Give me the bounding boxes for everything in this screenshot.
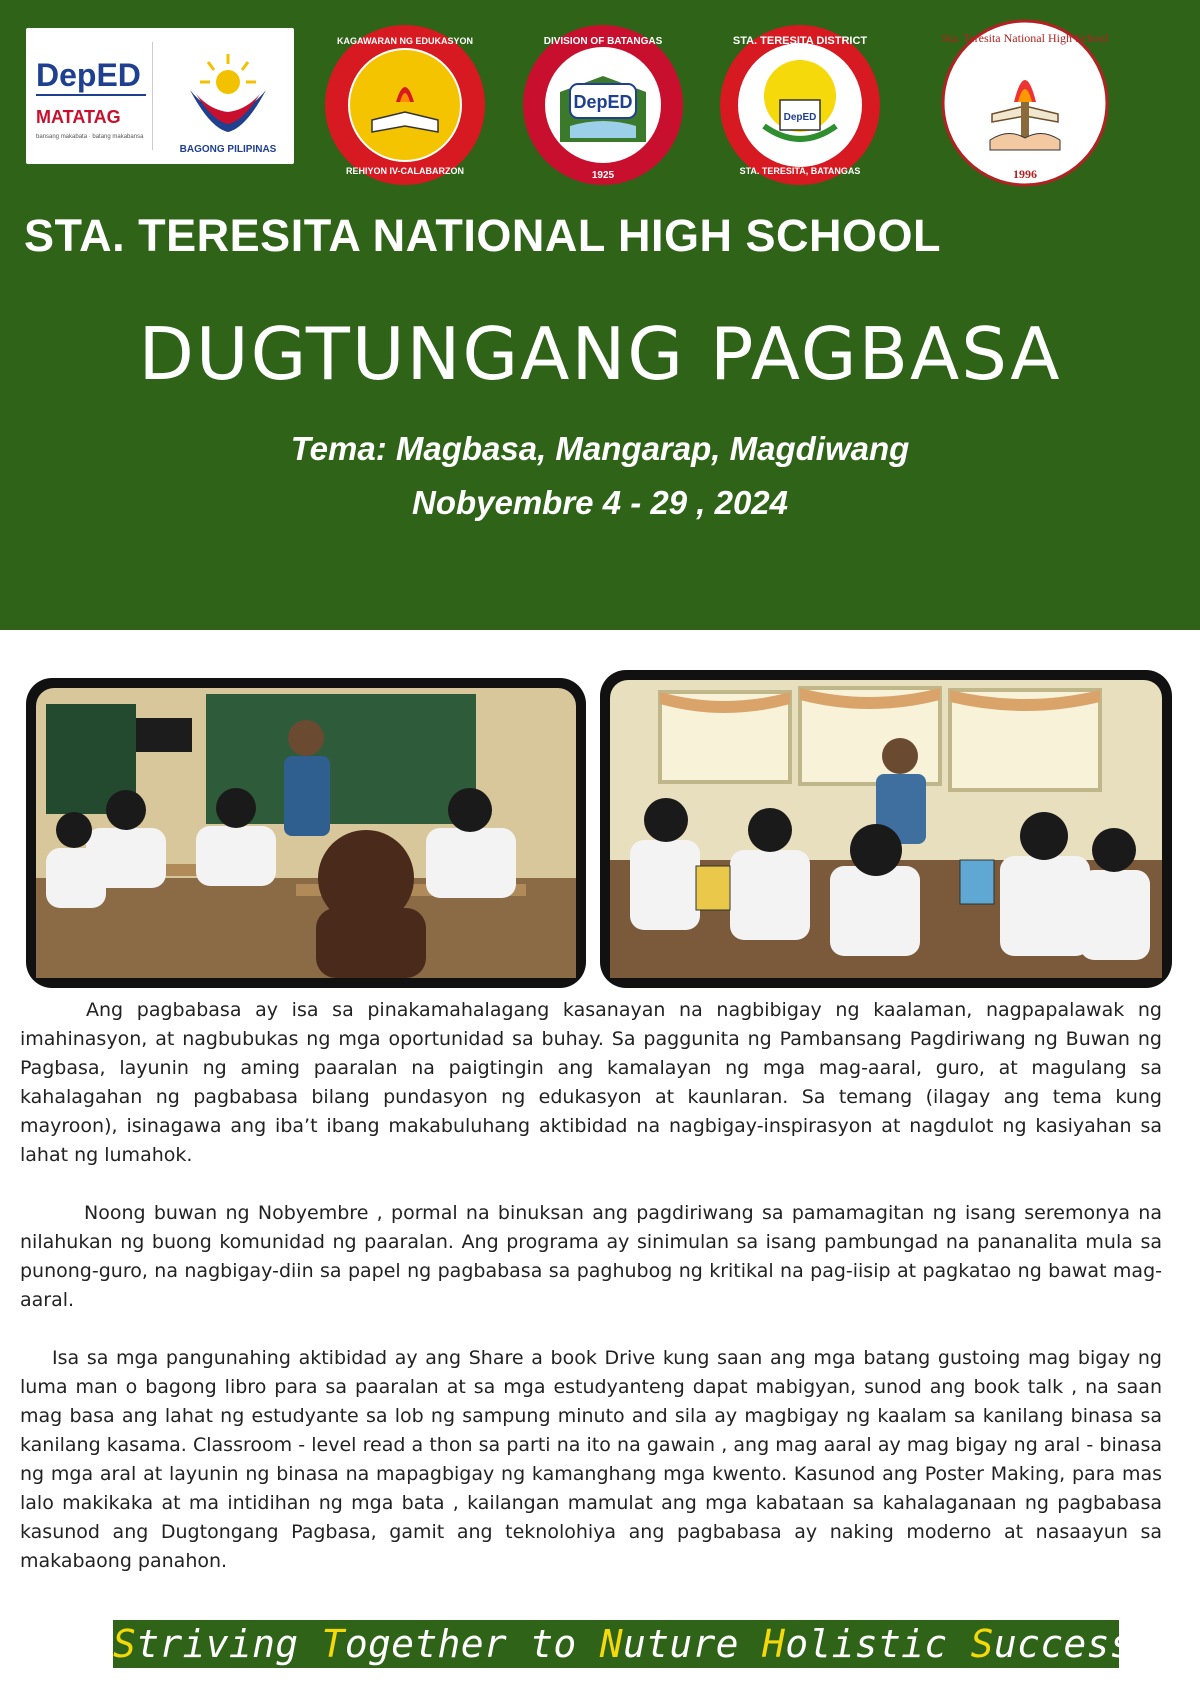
svg-text:DepED: DepED [573, 92, 633, 112]
svg-text:MATATAG: MATATAG [36, 107, 121, 127]
svg-text:DepED: DepED [783, 112, 817, 123]
slogan-letter: H [762, 1622, 786, 1666]
svg-text:REHIYON IV-CALABARZON: REHIYON IV-CALABARZON [345, 166, 465, 176]
svg-text:Sta. Teresita National High Sc: Sta. Teresita National High School [941, 31, 1109, 45]
svg-text:BAGONG PILIPINAS: BAGONG PILIPINAS [179, 144, 277, 155]
header-banner [0, 0, 1200, 630]
svg-text:1925: 1925 [591, 170, 615, 181]
slogan-text: triving [136, 1622, 322, 1666]
paragraph: Isa sa mga pangunahing aktibidad ay ang Share a book Drive kung saan ang mga batang gustoing mag bigay ng luma man o bagong libro para sa paaralan at sa mga estudyanteng dapat mabigyan, sunod ang book talk , na saan mag basa ang lahat ng estudyante sa lob ng sampung minuto and sila ay magbigay ng kaalam sa kanilang binasa sa kanilang kasama. Classroom - level read a thon sa parti na ito na gawain , ang mag aaral ay mag bigay ng aral - binasa ng mga aral at layunin ng binasa na mapagbigay ng kamanghang mga kwento. Kasunod ang Poster Making, para mas lalo makikaka at ma intidihan ng mga bata , kailangan mamulat ang mga kabataan sa kahalaganaan ng pagbabasa kasunod ang Dugtongang Pagbasa, gamit ang teknolohiya ang pagbabasa ay naking moderno at nasaayun sa makabaong panahon. [20, 1347, 1162, 1572]
logo-box [26, 28, 294, 164]
bagong-pilipinas-logo [166, 36, 290, 158]
svg-text:KAGAWARAN NG EDUKASYON: KAGAWARAN NG EDUKASYON [336, 36, 474, 46]
slogan-text: uccess [993, 1622, 1133, 1666]
classroom-reading-photo-1 [26, 678, 586, 988]
sta-teresita-district-seal [712, 22, 888, 188]
division-of-batangas-seal [520, 22, 686, 188]
slogan-letter: S [113, 1622, 137, 1666]
sta-teresita-nhs-seal [932, 18, 1118, 188]
svg-text:DepED: DepED [36, 57, 141, 93]
classroom-reading-photo-2 [600, 670, 1172, 988]
school-name: STA. TERESITA NATIONAL HIGH SCHOOL [24, 210, 941, 261]
page-title: DUGTUNGANG PAGBASA [138, 312, 1062, 396]
slogan-banner [113, 1620, 1133, 1668]
slogan-text: olistic [785, 1622, 971, 1666]
svg-text:STA. TERESITA DISTRICT: STA. TERESITA DISTRICT [732, 35, 868, 47]
paragraph: Ang pagbabasa ay isa sa pinakamahalagang kasanayan na nagbibigay ng kaalaman, nagpapalawak ng imahinasyon, at nagbubukas ng mga oportunidad sa buhay. Sa paggunita ng Pambansang Pagdiriwang ng Buwan ng Pagbasa, layunin ng aming paaralan na paigtingin ang kamalayan ng mga mag-aaral, guro, at magulang sa kahalagahan ng pagbabasa bilang pundasyon ng edukasyon at kaunlaran. Sa temang (ilagay ang tema kung mayroon), isinagawa ang iba’t ibang makabuluhang aktibidad na nagbigay-inspirasyon at nagdulot ng kasiyahan sa lahat ng lumahok. [20, 999, 1162, 1166]
svg-text:bansang makabata · batang maka: bansang makabata · batang makabansa [36, 134, 144, 140]
theme-text: Tema: Magbasa, Mangarap, Magdiwang [290, 430, 910, 467]
svg-text:DIVISION OF BATANGAS: DIVISION OF BATANGAS [543, 36, 663, 47]
svg-text:1996: 1996 [1013, 167, 1037, 181]
slogan-letter: T [321, 1622, 345, 1666]
article-body [20, 996, 1162, 1605]
slogan-letter: S [970, 1622, 994, 1666]
event-date: Nobyembre 4 - 29 , 2024 [411, 484, 789, 521]
paragraph: Noong buwan ng Nobyembre , pormal na binuksan ang pagdiriwang sa pamamagitan ng isang seremonya na nilahukan ng buong komunidad ng paaralan. Ang programa ay sinimulan sa isang pambungad na pananalita mula sa punong-guro, na nagbigay-diin sa papel ng pagbabasa sa paghubog ng kritikal na pag-iisip at pagkatao ng bawat mag-aaral. [20, 1202, 1162, 1311]
svg-text:STA. TERESITA, BATANGAS: STA. TERESITA, BATANGAS [739, 166, 861, 176]
slogan-text: uture [622, 1622, 763, 1666]
slogan-text: ogether to [344, 1622, 600, 1666]
slogan-letter: N [599, 1622, 623, 1666]
kagawaran-ng-edukasyon-seal [322, 22, 488, 188]
